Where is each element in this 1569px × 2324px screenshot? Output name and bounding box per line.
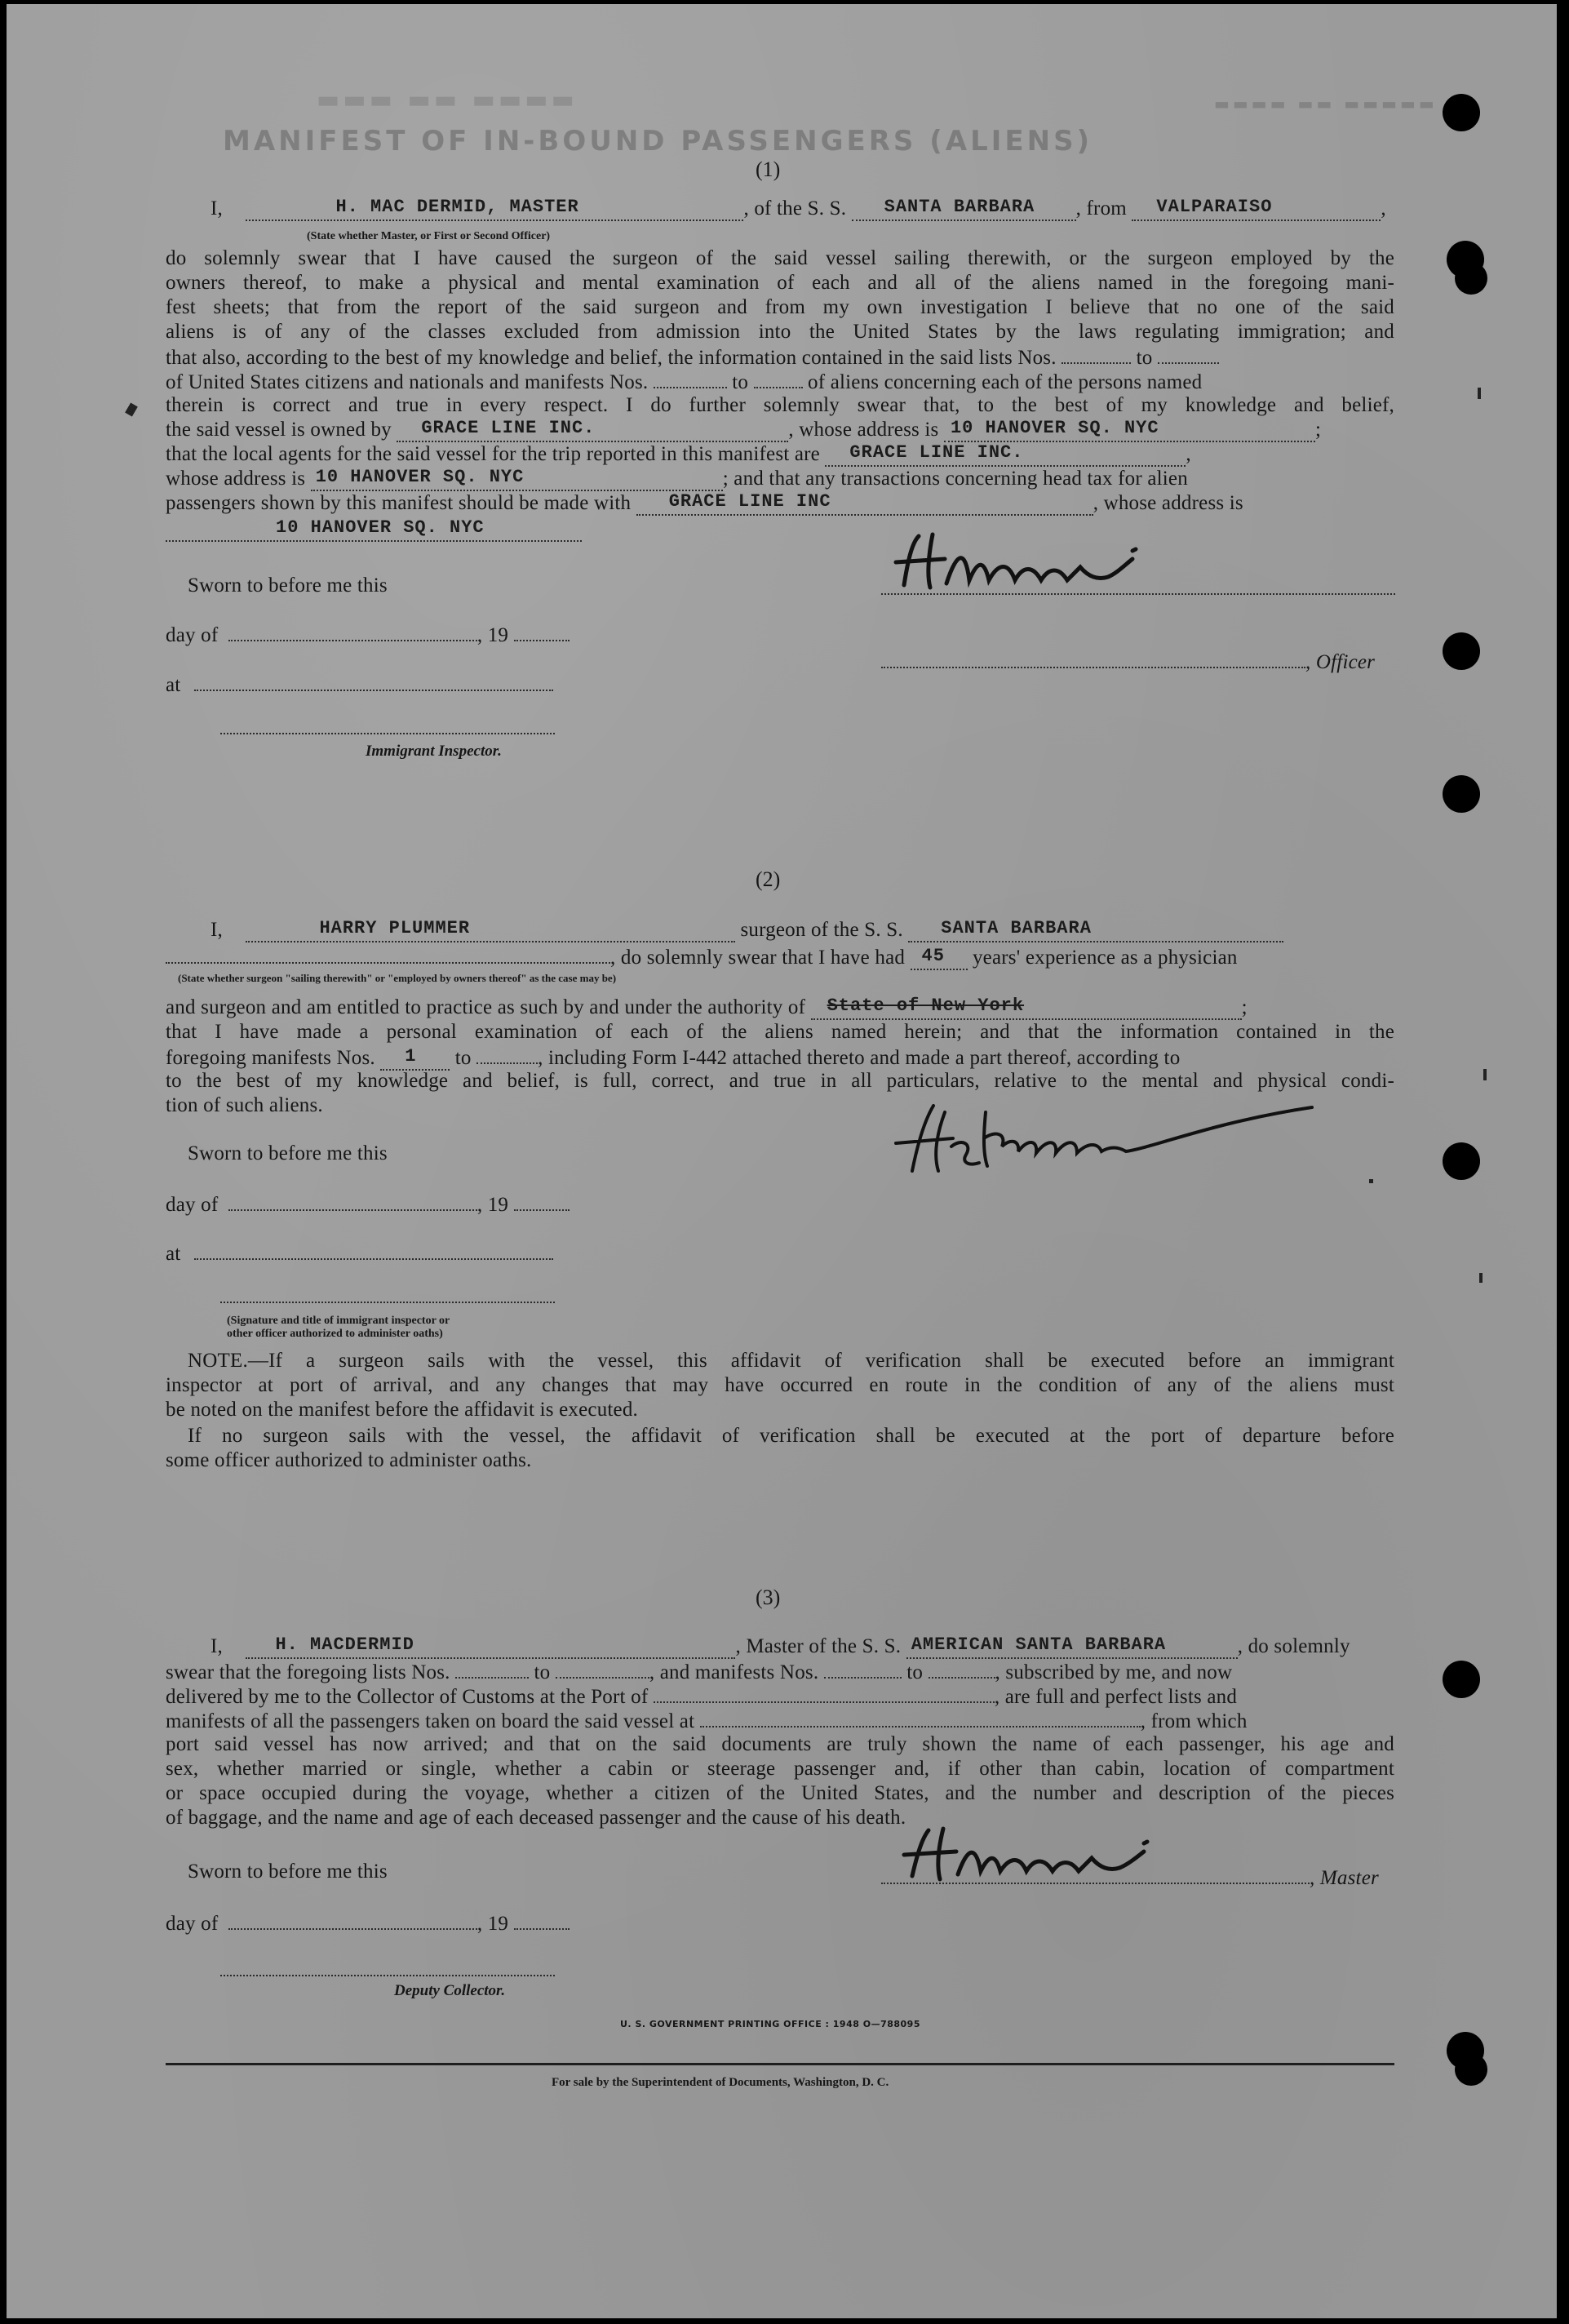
section-1-body-2: owners thereof, to make a physical and mental examination of each and all of the aliens named in the foregoing mani- [166,272,1394,294]
authority: State of New York [827,996,1025,1016]
section-3-day-of: day of , 19 [166,1910,570,1936]
header-stamp-ghost: ▬▬▬ ▬▬ ▬▬▬▬ [317,86,578,114]
section-2-sig-note-2: other officer authorized to administer oaths) [227,1328,443,1340]
surgeon-signature [888,1098,1345,1179]
section-3-master: , Master [881,1865,1379,1891]
footer-rule [166,2063,1394,2065]
section-3-master-name: H. MACDERMID [275,1634,414,1655]
section-1-body-3: fest sheets; that from the report of the said surgeon and from my own investigation I believe that no one of the said [166,296,1394,318]
scan-mark [1478,388,1481,399]
punch-hole-icon [1447,2032,1484,2069]
agents-address: 10 HANOVER SQ. NYC [315,467,525,487]
vessel-name: SANTA BARBARA [884,197,1035,217]
section-3-collector-line [220,1975,555,1976]
surgeon-name: HARRY PLUMMER [319,918,471,938]
section-1-body-8: the said vessel is owned by GRACE LINE INC. , whose address is 10 HANOVER SQ. NYC ; [166,418,1322,441]
section-2-at: at [166,1240,553,1266]
note-p2-line-2: some officer authorized to administer oaths. [166,1449,532,1471]
section-3-number: (3) [756,1586,781,1609]
section-3-line-2: swear that the foregoing lists Nos. to , and manifests Nos. to , subscribed by me, and now [166,1659,1232,1685]
header-stamp: MANIFEST OF IN-BOUND PASSENGERS (ALIENS) [223,125,1093,157]
section-3-body-3: or space occupied during the voyage, whether a citizen of the United States, and the number and description of the pieces [166,1782,1394,1804]
section-1-body-7: therein is correct and true in every respect. I do further solemnly swear that, to the best of my knowledge and belief, [166,394,1394,416]
section-1-body-1: do solemnly swear that I have caused the surgeon of the said vessel sailing therewith, or the surgeon employed by the [166,247,1394,269]
section-2-line-5: foregoing manifests Nos. 1 to , including Form I-442 attached thereto and made a part thereof, according to [166,1046,1181,1069]
section-2-sworn: Sworn to before me this [188,1142,388,1164]
section-1-number: (1) [756,157,781,181]
section-2-line-7: tion of such aliens. [166,1094,323,1116]
master-name: H. MAC DERMID, MASTER [335,197,579,217]
header-stamp-right: ▬▬▬▬ ▬▬ ▬▬▬▬▬ [1214,94,1438,113]
section-1-body-12 [166,517,582,542]
section-2-line-2: , do solemnly swear that I have had 45 years' experience as a physician [166,944,1238,970]
section-3-body-1: port said vessel has now arrived; and that on the said documents are truly shown the name of each passenger, his age and [166,1733,1394,1755]
section-3-collector-label: Deputy Collector. [394,1982,506,1999]
section-2-day-of: day of , 19 [166,1191,570,1217]
punch-hole-icon [1443,1142,1480,1180]
owner-name: GRACE LINE INC. [421,418,596,438]
owner-address: 10 HANOVER SQ. NYC [950,418,1159,438]
section-1-sworn: Sworn to before me this [188,574,388,597]
note-p1-line-1: NOTE.—If a surgeon sails with the vessel, this affidavit of verification shall be executed before an immigrant [188,1350,1394,1372]
agents-name: GRACE LINE INC. [849,442,1024,463]
section-2-sig-note-1: (Signature and title of immigrant inspector or [227,1315,450,1327]
section-1-at: at [166,672,553,698]
punch-hole-icon [1447,241,1484,278]
section-1-inspector-label: Immigrant Inspector. [366,743,502,760]
section-2-inspector-line [220,1302,555,1303]
section-1-day-of: day of , 19 [166,622,570,648]
scan-mark [1479,1273,1483,1283]
section-1-line-1: I, H. MAC DERMID, MASTER , of the S. S. SANTA BARBARA , from VALPARAISO , [211,197,1386,220]
scan-mark [1483,1069,1487,1080]
scan-mark [125,402,138,416]
section-1-body-11: passengers shown by this manifest should be made with GRACE LINE INC , whose address is [166,491,1243,514]
manifest-from: 1 [405,1046,417,1067]
head-tax-party: GRACE LINE INC [668,491,831,512]
section-3-line-1: I, H. MACDERMID , Master of the S. S. AMERICAN SANTA BARBARA , do solemnly [211,1634,1350,1657]
note-p1-line-2: inspector at port of arrival, and any changes that may have occurred en route in the condition of any of the aliens must [166,1374,1394,1396]
section-2-surgeon-note: (State whether surgeon "sailing therewith" or "employed by owners thereof" as the case may be) [178,972,617,984]
section-1-inspector-line [220,733,555,734]
master-signature-1 [888,526,1230,600]
punch-hole-icon [1443,1661,1480,1698]
section-3-sworn: Sworn to before me this [188,1861,388,1883]
section-1-officer: , Officer [881,649,1375,675]
years-experience: 45 [921,946,945,966]
note-p1-line-3: be noted on the manifest before the affidavit is executed. [166,1399,638,1421]
scan-mark [1369,1179,1373,1183]
section-1-body-9: that the local agents for the said vessel for the trip reported in this manifest are GRACE LINE INC. , [166,442,1191,465]
section-2-line-6: to the best of my knowledge and belief, is full, correct, and true in all particulars, relative to the mental and physical condi- [166,1070,1394,1092]
footer-sale-note: For sale by the Superintendent of Documents, Washington, D. C. [552,2076,889,2089]
section-1-body-5: that also, according to the best of my knowledge and belief, the information contained in the said lists Nos. to [166,344,1219,370]
section-1-officer-note: (State whether Master, or First or Second Officer) [307,230,551,242]
section-3-body-2: sex, whether married or single, whether a cabin or steerage passenger and, if other than cabin, location of compartment [166,1758,1394,1780]
section-2-line-1: I, HARRY PLUMMER surgeon of the S. S. SANTA BARBARA [211,918,1283,942]
section-3-body-4: of baggage, and the name and age of each deceased passenger and the cause of his death. [166,1807,906,1829]
section-1-body-4: aliens is of any of the classes excluded from admission into the United States by the laws regulating immigration; and [166,321,1394,343]
gpo-imprint: U. S. GOVERNMENT PRINTING OFFICE : 1948 O—788095 [620,2019,920,2029]
surgeon-vessel: SANTA BARBARA [941,918,1092,938]
manifest-page [7,4,1557,2318]
punch-hole-icon [1443,94,1480,131]
port-from: VALPARAISO [1156,197,1273,217]
section-1-body-10: whose address is 10 HANOVER SQ. NYC ; and that any transactions concerning head tax for alien [166,467,1188,490]
section-3-vessel: AMERICAN SANTA BARBARA [911,1634,1167,1655]
section-2-line-4: that I have made a personal examination of each of the aliens named herein; and that the information contained in the [166,1021,1394,1043]
head-tax-address: 10 HANOVER SQ. NYC [276,517,485,538]
section-3-line-4: manifests of all the passengers taken on board the said vessel at , from which [166,1708,1248,1734]
section-3-line-3: delivered by me to the Collector of Customs at the Port of , are full and perfect lists and [166,1683,1237,1710]
punch-hole-icon [1443,775,1480,813]
note-p2-line-1: If no surgeon sails with the vessel, the affidavit of verification shall be executed at the port of departure before [188,1425,1394,1447]
punch-hole-icon [1443,632,1480,670]
section-2-line-3: and surgeon and am entitled to practice as such by and under the authority of State of New York ; [166,996,1248,1018]
section-1-body-6: of United States citizens and nationals and manifests Nos. to of aliens concerning each of the persons named [166,369,1202,395]
section-2-number: (2) [756,867,781,891]
